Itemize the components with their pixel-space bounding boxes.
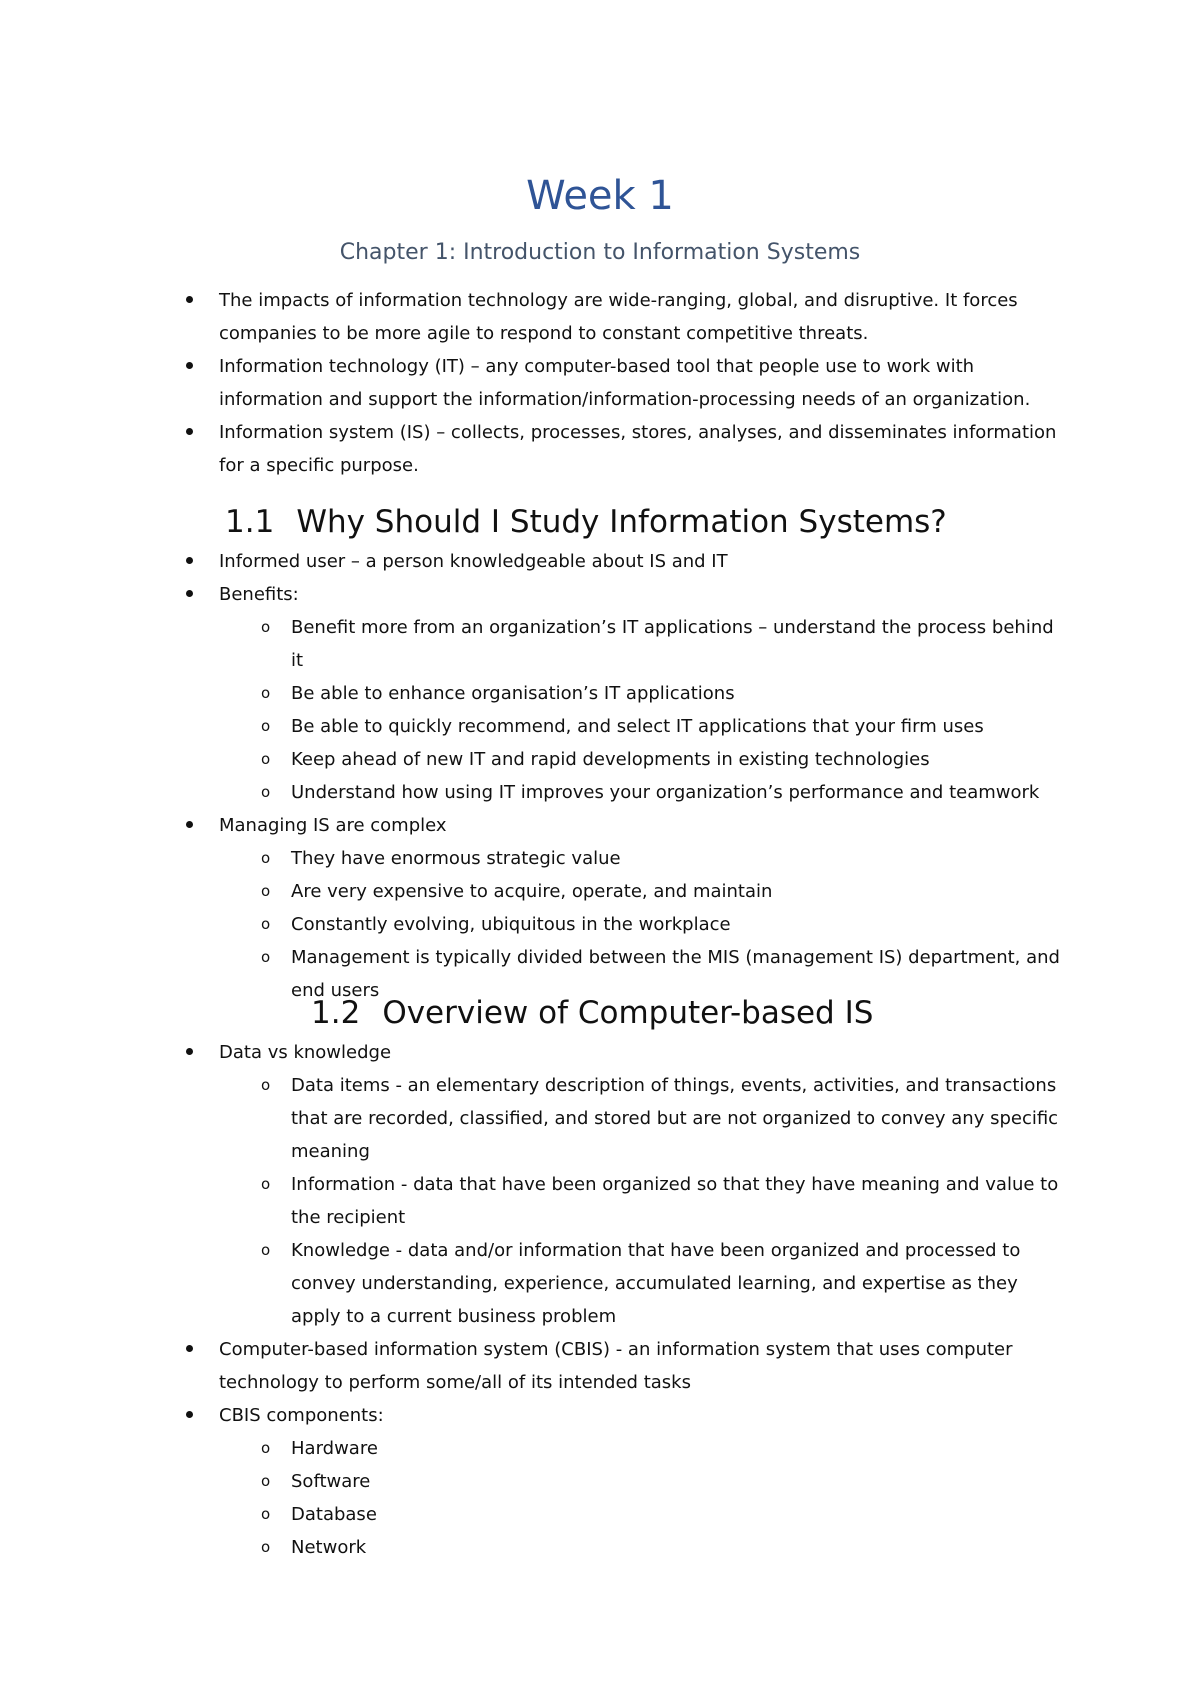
hollow-bullet-icon: o xyxy=(261,1538,271,1556)
sub-list-item: o Management is typically divided between the MIS (management IS) department, and end users xyxy=(219,941,1060,1007)
page-title: Week 1 xyxy=(526,173,674,219)
bullet-icon xyxy=(186,557,193,564)
sub-list-item: o Be able to quickly recommend, and select IT applications that your firm uses xyxy=(219,710,1060,743)
sub-list-item: o Constantly evolving, ubiquitous in the workplace xyxy=(219,908,1060,941)
list-item: Managing IS are complex o They have enormous strategic value o Are very expensive to acquire, operate, and maintain o Constantly evolving, ubiquitous in the workplace o Management is typically divided between the MIS (management IS) department, and end users xyxy=(0,809,1200,1007)
sub-list-item: o Hardware xyxy=(219,1432,1060,1465)
hollow-bullet-icon: o xyxy=(261,849,271,867)
section-number: 1.2 xyxy=(311,995,361,1031)
sub-list-item: o Understand how using IT improves your organization’s performance and teamwork xyxy=(219,776,1060,809)
intro-bullet-list xyxy=(0,284,1200,482)
section-1-2-bullet-list xyxy=(0,1036,1200,1564)
section-number: 1.1 xyxy=(225,504,275,540)
bullet-icon xyxy=(186,821,193,828)
hollow-bullet-icon: o xyxy=(261,717,271,735)
section-heading-1-1 xyxy=(225,503,947,541)
sub-bullet-list xyxy=(219,1432,1060,1564)
bullet-icon xyxy=(186,428,193,435)
list-item: Computer-based information system (CBIS) - an information system that uses computer technology to perform some/all of its intended tasks xyxy=(0,1333,1200,1399)
sub-list-item: o Are very expensive to acquire, operate, and maintain xyxy=(219,875,1060,908)
sub-list-item: o Software xyxy=(219,1465,1060,1498)
bullet-icon xyxy=(186,1048,193,1055)
list-item: Information system (IS) – collects, processes, stores, analyses, and disseminates information for a specific purpose. xyxy=(0,416,1200,482)
hollow-bullet-icon: o xyxy=(261,948,271,966)
list-item: Benefits: o Benefit more from an organization’s IT applications – understand the process behind it o Be able to enhance organisation’s IT applications o Be able to quickly recommend, and select IT applications that your firm uses o Keep ahead of new IT and rapid developments in existing technologies o Understand how using IT improves your organization’s performance and teamwork xyxy=(0,578,1200,809)
hollow-bullet-icon: o xyxy=(261,1472,271,1490)
section-title: Overview of Computer-based IS xyxy=(382,995,874,1031)
sub-list-item: o Database xyxy=(219,1498,1060,1531)
hollow-bullet-icon: o xyxy=(261,750,271,768)
hollow-bullet-icon: o xyxy=(261,915,271,933)
hollow-bullet-icon: o xyxy=(261,618,271,636)
bullet-icon xyxy=(186,1411,193,1418)
list-item: Information technology (IT) – any computer-based tool that people use to work with information and support the information/information-processing needs of an organization. xyxy=(0,350,1200,416)
hollow-bullet-icon: o xyxy=(261,1175,271,1193)
list-item: The impacts of information technology are wide-ranging, global, and disruptive. It forces companies to be more agile to respond to constant competitive threats. xyxy=(0,284,1200,350)
sub-list-item: o Data items - an elementary description of things, events, activities, and transactions that are recorded, classified, and stored but are not organized to convey any specific meaning xyxy=(219,1069,1060,1168)
hollow-bullet-icon: o xyxy=(261,1241,271,1259)
sub-bullet-list xyxy=(219,842,1060,1007)
section-1-1-bullet-list xyxy=(0,545,1200,1007)
sub-list-item: o They have enormous strategic value xyxy=(219,842,1060,875)
list-item: CBIS components: o Hardware o Software o Database o Network xyxy=(0,1399,1200,1564)
section-title: Why Should I Study Information Systems? xyxy=(296,504,947,540)
hollow-bullet-icon: o xyxy=(261,1505,271,1523)
list-item: Data vs knowledge o Data items - an elementary description of things, events, activities, and transactions that are recorded, classified, and stored but are not organized to convey any specific meaning o Information - data that have been organized so that they have meaning and value to the recipient o Knowledge - data and/or information that have been organized and processed to convey understanding, experience, accumulated learning, and expertise as they apply to a current business problem xyxy=(0,1036,1200,1333)
bullet-icon xyxy=(186,590,193,597)
bullet-icon xyxy=(186,1345,193,1352)
sub-list-item: o Network xyxy=(219,1531,1060,1564)
sub-list-item: o Benefit more from an organization’s IT applications – understand the process behind it xyxy=(219,611,1060,677)
section-heading-1-2 xyxy=(311,994,873,1032)
bullet-icon xyxy=(186,296,193,303)
hollow-bullet-icon: o xyxy=(261,783,271,801)
hollow-bullet-icon: o xyxy=(261,1439,271,1457)
bullet-icon xyxy=(186,362,193,369)
page-subtitle: Chapter 1: Introduction to Information Systems xyxy=(339,240,861,265)
sub-bullet-list xyxy=(219,611,1060,809)
hollow-bullet-icon: o xyxy=(261,882,271,900)
sub-list-item: o Keep ahead of new IT and rapid developments in existing technologies xyxy=(219,743,1060,776)
sub-bullet-list xyxy=(219,1069,1060,1333)
hollow-bullet-icon: o xyxy=(261,684,271,702)
sub-list-item: o Information - data that have been organized so that they have meaning and value to the recipient xyxy=(219,1168,1060,1234)
list-item: Informed user – a person knowledgeable about IS and IT xyxy=(0,545,1200,578)
sub-list-item: o Be able to enhance organisation’s IT applications xyxy=(219,677,1060,710)
hollow-bullet-icon: o xyxy=(261,1076,271,1094)
sub-list-item: o Knowledge - data and/or information that have been organized and processed to convey understanding, experience, accumulated learning, and expertise as they apply to a current business problem xyxy=(219,1234,1060,1333)
